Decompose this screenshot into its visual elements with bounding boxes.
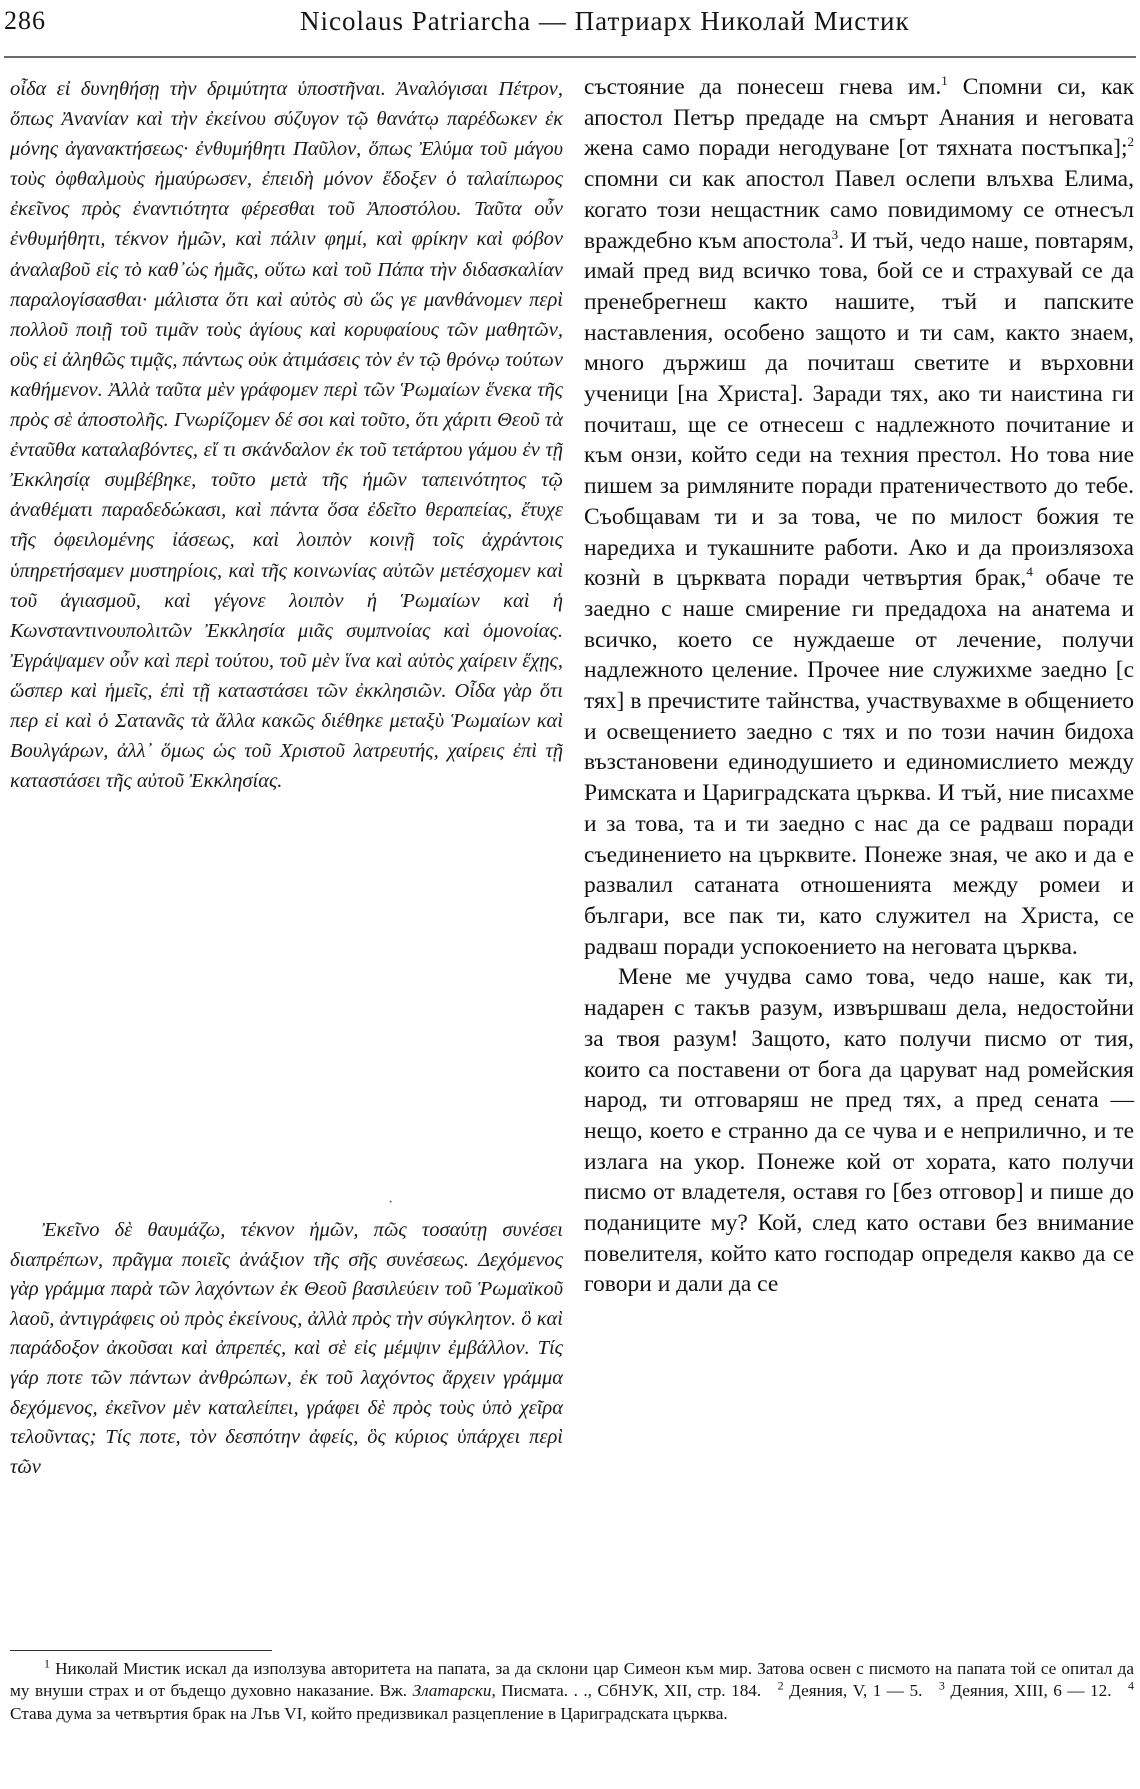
- greek-column-bottom: [10, 1216, 563, 1482]
- footnote-ref[interactable]: 1: [941, 73, 948, 89]
- footnote-text: Николай Мистик искал да използува авторитета на папата, за да склони цар Симеон към мир. Затова освен с писмото на папата той се опитал да му внуши страх и от бъдещо духовно наказание. Вж.: [10, 1659, 1134, 1701]
- stray-dot: ·: [388, 1194, 394, 1211]
- footnotes: [10, 1658, 1134, 1725]
- text-run: Спомни си, как апостол Петър предаде на смърт Анания и неговата жена само поради негодуване [от тяхната постъпка];: [584, 74, 1134, 162]
- footnote-block: [10, 1658, 1134, 1725]
- footnote-text: Деяния, V, 1 — 5.: [783, 1681, 923, 1701]
- footnote-mark: 1: [44, 1656, 50, 1671]
- text-run: спомни си как апостол Павел ослепи влъхва Елима, когато този нещастник само повидимому се отнесъл враждебно към апостола: [584, 166, 1134, 254]
- footnote-mark: 4: [1128, 1678, 1135, 1693]
- page-number: 286: [4, 6, 46, 35]
- greek-column-top: [10, 74, 563, 796]
- footnote-rule: [10, 1650, 272, 1651]
- footnote-mark: 2: [777, 1678, 784, 1693]
- text-run: обаче те заедно с наше смирение ги предадоха на анатема и всичко, което се нуждаеше от лечение, получи надлежното целение. Прочее ние служихме заедно [с тях] в пречистите тайнства, участвувахме в общението и освещението заедно с тях и по този начин бидоха възстановени единодушието и единомислието между Римската и Цариградската църква. И тъй, ние писахме и за това, та и ти заедно с нас да се радваш поради съединението на църквите. Понеже зная, че ако и да е развалил сатаната отношенията между ромеи и българи, все пак ти, като служител на Христа, се радваш поради успокоението на неговата църква.: [584, 565, 1134, 960]
- text-run: състояние да понесеш гнева им.: [584, 74, 942, 100]
- bulgarian-paragraph: [584, 72, 1134, 962]
- footnote-mark: 3: [938, 1678, 945, 1693]
- footnote-text: Деяния, XIII, 6 — 12.: [944, 1681, 1112, 1701]
- running-title: Nicolaus Patriarcha — Патриарх Николай Мистик: [300, 6, 910, 36]
- footnote-text: Става дума за четвъртия брак на Лъв VI, който предизвикал разцепление в Цариградската църква.: [10, 1703, 728, 1723]
- footnote-text: , Писмата. . ., СбНУК, XII, стр. 184.: [491, 1681, 762, 1701]
- text-run: . И тъй, чедо наше, повтарям, имай пред вид всичко това, бой се и страхувай се да пренебрегнеш както нашите, тъй и папските наставления, особено защото и ти сам, както знаем, много държиш да почиташ светите и върховни ученици [на Христа]. Заради тях, ако ти наистина ги почиташ, ще се отнесеш с надлежното почитание и към онзи, който седи на техния престол. Но това ние пишем за римляните поради пратеничеството до тебе. Съобщавам ти и за това, че по милост божия те наредиха и тукашните работи. Ако и да произлязоха кознѝ в църквата поради четвъртия брак,: [584, 227, 1134, 592]
- page-header: [0, 6, 1140, 46]
- bulgarian-paragraph: Мене ме учудва само това, чедо наше, как ти, надарен с такъв разум, извършваш дела, недостойни за твоя разум! Защото, като получи писмо от тия, които са поставени от бога да царуват над ромейския народ, ти отговаряш не пред тях, а пред сената — нещо, което е странно да се чува и е неприлично, и те излага на укор. Понеже кой от хората, като получи писмо от владетеля, оставя го [без отговор] и пише до поданиците му? Кой, след като остави без внимание повелителя, който като господар определя какво да се говори и дали да се: [584, 964, 1134, 1298]
- footnote-author: Златарски: [412, 1681, 492, 1701]
- header-rule: [4, 56, 1136, 58]
- footnote-ref[interactable]: 4: [1026, 564, 1033, 580]
- greek-paragraph: οἶδα εἰ δυνηθήσῃ τὴν δριμύτητα ὑποστῆναι. Ἀναλόγισαι Πέτρον, ὅπως Ἀνανίαν καὶ τὴν ἐκείνου σύζυγον τῷ θανάτῳ παρέδωκεν ἐκ μόνης ἀγανακτήσεως· ἐνθυμήθητι Παῦλον, ὅπως Ἐλύμα τοῦ μάγου τοὺς ὀφθαλμοὺς ἠμαύρωσεν, ἐπειδὴ μόνον ἔδοξεν ὁ ταλαίπωρος ἐκεῖνος πρὸς ἐναντιότητα φέρεσθαι τοῦ Ἀποστόλου. Ταῦτα οὖν ἐνθυμήθητι, τέκνον ἡμῶν, καὶ πάλιν φημί, καὶ φρίκην καὶ φόβον ἀναλαβοῦ εἰς τὸ καθ᾽ὡς ἡμᾶς, οὕτω καὶ τοῦ Πάπα τὴν διδασκαλίαν παραλογίσασθαι· μάλιστα ὅτι καὶ αὐτὸς σὺ ὥς γε μανθάνομεν περὶ πολλοῦ ποιῇ τοῦ τιμᾶν τοὺς ἁγίους καὶ κορυφαίους τῶν μαθητῶν, οὓς εἰ ἀληθῶς τιμᾷς, πάντως οὐκ ἀτιμάσεις τὸν ἐν τῷ θρόνῳ τούτων καθήμενον. Ἀλλὰ ταῦτα μὲν γράφομεν περὶ τῶν Ῥωμαίων ἕνεκα τῆς πρὸς σὲ ἀποστολῆς. Γνωρίζομεν δέ σοι καὶ τοῦτο, ὅτι χάριτι Θεοῦ τὰ ἐνταῦθα καταλαβόντες, εἴ τι σκάνδαλον ἐκ τοῦ τετάρτου γάμου ἐν τῇ Ἐκκλησίᾳ συμβέβηκε, τοῦτο μετὰ τῆς ἡμῶν ταπεινότητος τῷ ἀναθέματι παραδεδώκασι, καὶ πάντα ὅσα ἐδεῖτο θεραπείας, ἔτυχε τῆς ὀφειλομένης ἰάσεως, καὶ λοιπὸν κοινῇ τοῖς ἀχράντοις ὑπηρετήσαμεν μυστηρίοις, καὶ τῆς κοινωνίας αὐτῶν μετέσχομεν καὶ τοῦ ἁγιασμοῦ, καὶ γέγονε λοιπὸν ἡ Ῥωμαίων καὶ ἡ Κωνσταντινουπολιτῶν Ἐκκλησία μιᾶς συμπνοίας καὶ ὁμονοίας. Ἐγράψαμεν οὖν καὶ περὶ τούτου, τοῦ μὲν ἵνα καὶ αὐτὸς χαίρειν ἔχῃς, ὥσπερ καὶ ἡμεῖς, ἐπὶ τῇ καταστάσει τῶν ἐκκλησιῶν. Οἶδα γὰρ ὅτι περ εἰ καὶ ὁ Σατανᾶς τὰ ἄλλα κακῶς διέθηκε μεταξὺ Ῥωμαίων καὶ Βουλγάρων, ἀλλ᾽ ὅμως ὡς τοῦ Χριστοῦ λατρευτής, χαίρεις ἐπὶ τῇ καταστάσει τῆς αὐτοῦ Ἐκκλησίας.: [10, 78, 563, 793]
- bulgarian-column: [584, 72, 1134, 1300]
- footnote-ref[interactable]: 2: [1127, 134, 1134, 150]
- footnote-ref[interactable]: 3: [831, 226, 839, 242]
- greek-paragraph: Ἐκεῖνο δὲ θαυμάζω, τέκνον ἡμῶν, πῶς τοσαύτῃ συνέσει διαπρέπων, πρᾶγμα ποιεῖς ἀνάξιον τῆς σῆς συνέσεως. Δεχόμενος γὰρ γράμμα παρὰ τῶν λαχόντων ἐκ Θεοῦ βασιλεύειν τοῦ Ῥωμαϊκοῦ λαοῦ, ἀντιγράφεις οὐ πρὸς ἐκείνους, ἀλλὰ πρὸς τὴν σύγκλητον. ὃ καὶ παράδοξον ἀκοῦσαι καὶ ἀπρεπές, καὶ σὲ εἰς μέμψιν ἐμβάλλον. Τίς γάρ ποτε τῶν πάντων ἀνθρώπων, ἐκ τοῦ λαχόντος ἄρχειν γράμμα δεχόμενος, ἐκεῖνον μὲν καταλείπει, γράφει δὲ πρὸς τοὺς ὑπὸ χεῖρα τελοῦντας; Τίς ποτε, τὸν δεσπότην ἀφείς, ὃς κύριος ὑπάρχει περὶ τῶν: [10, 1219, 563, 1478]
